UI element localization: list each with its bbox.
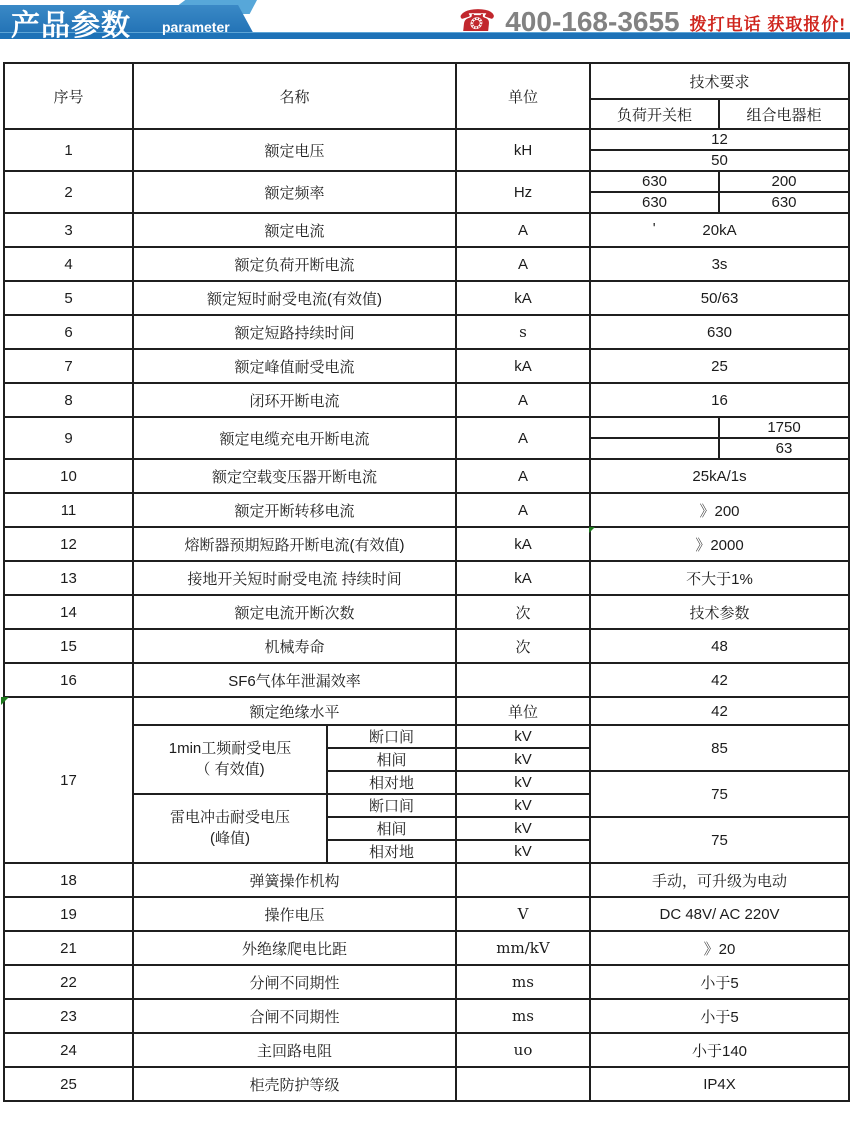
param-group-label [133,794,327,863]
header-name: 名称 [133,63,456,129]
value-cell: 75 [590,771,849,817]
hotline-group [458,6,846,38]
param-name: 柜壳防护等级 [133,1067,456,1101]
unit-cell: kA [456,281,590,315]
value-cell: 200 [719,171,849,192]
value-cell: 12 [590,129,849,150]
table-row [4,349,849,383]
row-no: 3 [4,213,133,247]
green-corner-artifact [589,527,595,533]
row-no: 6 [4,315,133,349]
hotline-number[interactable]: 400-168-3655 [505,6,680,37]
unit-cell: kA [456,527,590,561]
unit-cell: ms [456,965,590,999]
param-name: 额定峰值耐受电流 [133,349,456,383]
value-cell: 》2000 [590,527,849,561]
sub-param-label: 相间 [327,748,456,771]
param-name: 接地开关短时耐受电流 持续时间 [133,561,456,595]
unit-cell: 次 [456,595,590,629]
value-cell: 630 [590,192,719,213]
value-cell: 63 [719,438,849,459]
value-cell: 小于140 [590,1033,849,1067]
unit-cell: Hz [456,171,590,213]
unit-cell: kV [456,794,590,817]
value-cell: 手动，可升级为电动 [590,863,849,897]
row-no: 7 [4,349,133,383]
unit-cell: uo [456,1033,590,1067]
row-no: 25 [4,1067,133,1101]
value-cell: 25kA/1s [590,459,849,493]
table-row [4,863,849,897]
page-banner [0,0,850,44]
parameters-table [3,62,850,1102]
phone-icon: ☎ [456,5,498,38]
param-name: 熔断器预期短路开断电流(有效值) [133,527,456,561]
call-cta-text[interactable]: 拨打电话 获取报价! [689,14,846,34]
group-label-line1: 雷电冲击耐受电压 [169,809,290,827]
param-name: 分闸不同期性 [133,965,456,999]
header-unit: 单位 [456,63,590,129]
value-text: 20kA [702,221,737,239]
unit-cell: kV [456,771,590,794]
param-name: 闭环开断电流 [133,383,456,417]
row-no: 10 [4,459,133,493]
row-no: 21 [4,931,133,965]
value-cell: DC 48V/ AC 220V [590,897,849,931]
table-row [4,965,849,999]
unit-cell: kV [456,840,590,863]
row-no: 14 [4,595,133,629]
unit-cell [456,863,590,897]
value-cell: 16 [590,383,849,417]
sub-param-label: 断口间 [327,725,456,748]
table-row [4,459,849,493]
param-name: 主回路电阻 [133,1033,456,1067]
param-name: 额定电流 [133,213,456,247]
param-name: SF6气体年泄漏效率 [133,663,456,697]
param-name: 额定短路持续时间 [133,315,456,349]
stray-quote-mark: ' [652,220,656,238]
table-row [4,999,849,1033]
value-cell: 》200 [590,493,849,527]
value-cell: 75 [590,817,849,863]
row-no: 4 [4,247,133,281]
value-cell: 630 [590,315,849,349]
table-row [4,931,849,965]
table-row [4,697,849,725]
param-name: 额定频率 [133,171,456,213]
row-no: 8 [4,383,133,417]
row-no: 9 [4,417,133,459]
row-no: 16 [4,663,133,697]
param-name: 额定开断转移电流 [133,493,456,527]
row-no: 17 [4,697,133,863]
param-group-label [133,725,327,794]
param-name: 额定绝缘水平 [133,697,456,725]
header-tech-sub1: 负荷开关柜 [590,99,719,129]
row-no: 1 [4,129,133,171]
param-name: 额定短时耐受电流(有效值) [133,281,456,315]
unit-cell: kA [456,561,590,595]
unit-cell: mm/kV [456,931,590,965]
sub-param-label: 相对地 [327,771,456,794]
row-no: 23 [4,999,133,1033]
param-name: 外绝缘爬电比距 [133,931,456,965]
value-cell: 42 [590,663,849,697]
table-row [4,897,849,931]
group-label-line1: 1min工频耐受电压 [168,740,292,758]
unit-cell: kH [456,129,590,171]
row-no: 18 [4,863,133,897]
unit-cell: 单位 [456,697,590,725]
value-cell: 50 [590,150,849,171]
table-row [4,383,849,417]
table-row [4,315,849,349]
value-cell: 85 [590,725,849,771]
value-cell: 42 [590,697,849,725]
unit-cell [456,663,590,697]
row-no: 19 [4,897,133,931]
unit-cell: A [456,459,590,493]
row-no: 2 [4,171,133,213]
page-title: 产品参数 [11,10,132,42]
param-name: 机械寿命 [133,629,456,663]
unit-cell: A [456,417,590,459]
unit-cell: A [456,383,590,417]
unit-cell: A [456,493,590,527]
unit-cell: V [456,897,590,931]
value-cell: 3s [590,247,849,281]
value-cell: 技术参数 [590,595,849,629]
param-name: 额定电缆充电开断电流 [133,417,456,459]
table-row [4,527,849,561]
group-label-line2: （ 有效值) [195,760,265,778]
table-row [4,281,849,315]
unit-cell: A [456,247,590,281]
table-row [4,129,849,150]
table-row [4,1067,849,1101]
value-cell: 25 [590,349,849,383]
value-cell: 630 [590,171,719,192]
param-name: 额定空载变压器开断电流 [133,459,456,493]
row-no: 5 [4,281,133,315]
row-no: 11 [4,493,133,527]
row-no: 22 [4,965,133,999]
value-cell [590,213,849,247]
value-cell: 小于5 [590,999,849,1033]
table-row [4,663,849,697]
table-row [4,561,849,595]
unit-cell [456,1067,590,1101]
value-cell: 不大于1% [590,561,849,595]
param-name: 操作电压 [133,897,456,931]
param-name: 额定负荷开断电流 [133,247,456,281]
unit-cell: kA [456,349,590,383]
empty-cell [590,438,719,459]
value-cell: 》20 [590,931,849,965]
value-cell: 50/63 [590,281,849,315]
value-cell: 小于5 [590,965,849,999]
table-row [4,247,849,281]
table-row [4,213,849,247]
unit-cell: kV [456,817,590,840]
unit-cell: A [456,213,590,247]
table-row [4,171,849,192]
unit-cell: ms [456,999,590,1033]
table-row [4,1033,849,1067]
value-cell: 630 [719,192,849,213]
value-cell: IP4X [590,1067,849,1101]
param-name: 合闸不同期性 [133,999,456,1033]
row-no: 13 [4,561,133,595]
param-name: 额定电流开断次数 [133,595,456,629]
table-row [4,595,849,629]
param-name: 弹簧操作机构 [133,863,456,897]
table-row [4,63,849,99]
table-row [4,493,849,527]
row-no: 12 [4,527,133,561]
sub-param-label: 相对地 [327,840,456,863]
row-no: 24 [4,1033,133,1067]
value-cell: 48 [590,629,849,663]
value-cell: 1750 [719,417,849,438]
row-no: 15 [4,629,133,663]
green-corner-artifact [1,697,9,705]
sub-param-label: 断口间 [327,794,456,817]
param-name: 额定电压 [133,129,456,171]
header-tech-sub2: 组合电器柜 [719,99,849,129]
unit-cell: s [456,315,590,349]
unit-cell: kV [456,748,590,771]
empty-cell [590,417,719,438]
header-tech: 技术要求 [590,63,849,99]
unit-cell: 次 [456,629,590,663]
sub-param-label: 相间 [327,817,456,840]
unit-cell: kV [456,725,590,748]
table-row [4,629,849,663]
page-subtitle: parameter [162,19,230,35]
group-label-line2: (峰值) [210,829,250,847]
header-no: 序号 [4,63,133,129]
table-row [4,417,849,438]
